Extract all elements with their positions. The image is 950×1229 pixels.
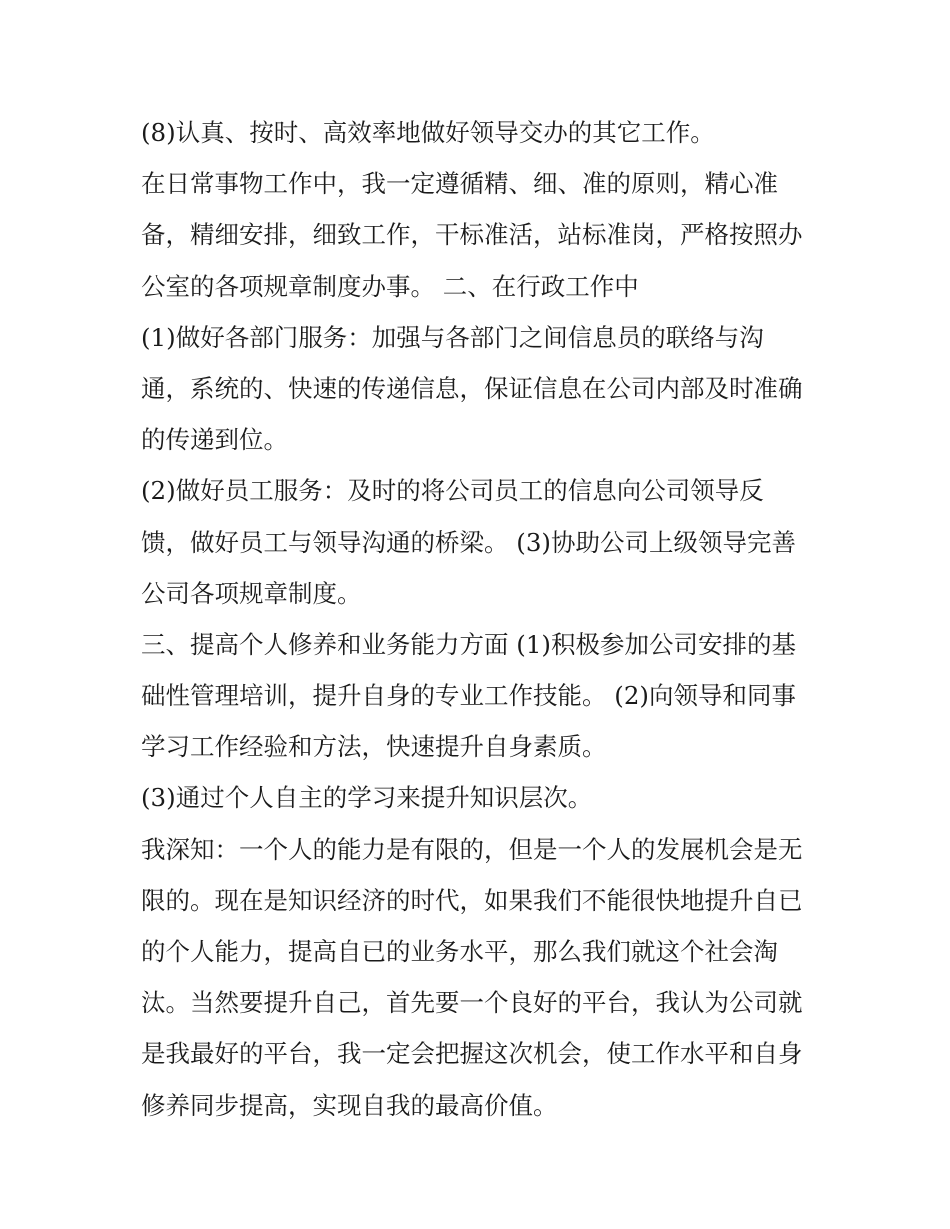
text-line: 汰。当然要提升自己，首先要一个良好的平台，我认为公司就 <box>141 988 803 1018</box>
text-line: 限的。现在是知识经济的时代，如果我们不能很快地提升自已 <box>141 885 803 915</box>
text-line: 公室的各项规章制度办事。 二、在行政工作中 <box>141 271 639 301</box>
text-line: 是我最好的平台，我一定会把握这次机会，使工作水平和自身 <box>141 1039 803 1069</box>
text-line: (2)做好员工服务：及时的将公司员工的信息向公司领导反 <box>141 476 764 506</box>
text-line: 公司各项规章制度。 <box>141 578 362 608</box>
document-body <box>141 107 821 1131</box>
text-line: 学习工作经验和方法，快速提升自身素质。 <box>141 732 607 762</box>
text-line: 通，系统的、快速的传递信息，保证信息在公司内部及时准确 <box>141 373 803 403</box>
text-line: 馈，做好员工与领导沟通的桥梁。 (3)协助公司上级领导完善 <box>141 527 796 557</box>
text-line: 三、提高个人修养和业务能力方面 (1)积极参加公司安排的基 <box>141 629 796 659</box>
text-line: 我深知：一个人的能力是有限的，但是一个人的发展机会是无 <box>141 834 803 864</box>
text-line: 的传递到位。 <box>141 425 288 455</box>
text-line: 在日常事物工作中，我一定遵循精、细、准的原则，精心准 <box>141 169 778 199</box>
text-line: (1)做好各部门服务：加强与各部门之间信息员的联络与沟 <box>141 322 764 352</box>
text-line: (3)通过个人自主的学习来提升知识层次。 <box>141 783 593 813</box>
text-line: 修养同步提高，实现自我的最高价值。 <box>141 1090 558 1120</box>
text-line: 的个人能力，提高自已的业务水平，那么我们就这个社会淘 <box>141 937 778 966</box>
text-line: 础性管理培训，提升自身的专业工作技能。 (2)向领导和同事 <box>141 681 796 711</box>
text-line: 备，精细安排，细致工作，干标准活，站标准岗，严格按照办 <box>141 220 803 250</box>
text-line: (8)认真、按时、高效率地做好领导交办的其它工作。 <box>141 118 715 147</box>
